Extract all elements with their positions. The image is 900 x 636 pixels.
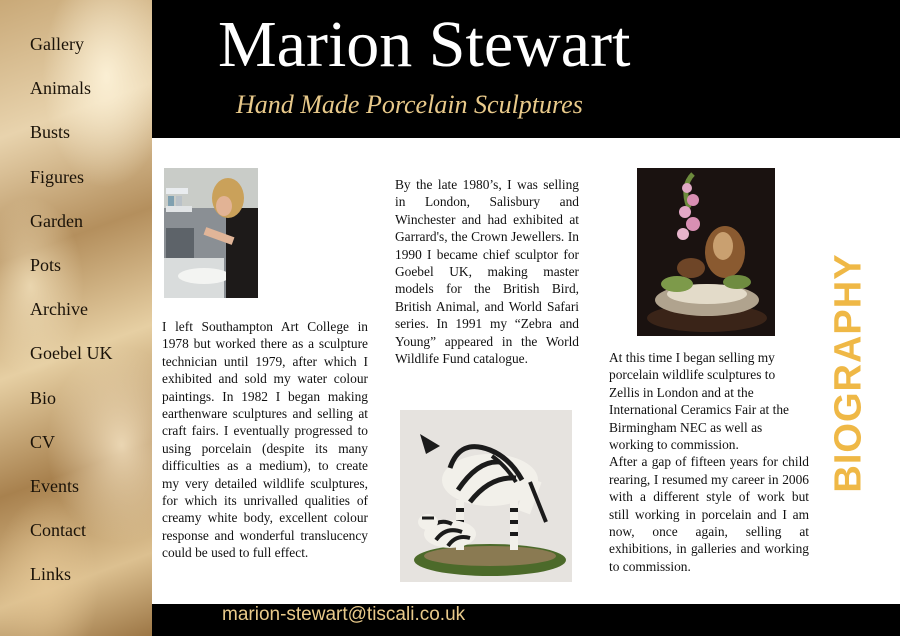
nav-item-pots[interactable]: Pots — [30, 255, 62, 275]
nav-item-busts[interactable]: Busts — [30, 122, 71, 142]
nav-item-cv[interactable]: CV — [30, 432, 56, 452]
nav-item-garden[interactable]: Garden — [30, 211, 83, 231]
artist-photo — [164, 168, 258, 298]
bio-paragraph-3b: After a gap of fifteen years for child rearing, I resumed my career in 2006 with a different style of work but still working in porcelain and I am now, once again, selling at exhibitions, in galleries and working to commission. — [609, 454, 809, 574]
nav-item-links[interactable]: Links — [30, 564, 72, 584]
nav-item-archive[interactable]: Archive — [30, 299, 88, 319]
bio-column-2 — [395, 176, 579, 367]
bio-paragraph-1: I left Southampton Art College in 1978 but worked there as a sculpture technician until 1979, after which I exhibited and sold my water colour paintings. In 1982 I began making earthenware sculptures and selling at craft fairs. I eventually progressed to using porcelain (despite its many difficulties as a medium), to create my very detailed wildlife sculptures, for which its unrivalled qualities of creamy white body, excellent colour response and wonderful translucency could be used to full effect. — [162, 319, 368, 561]
bio-paragraph-2: By the late 1980’s, I was selling in London, Salisbury and Winchester and had exhibited at Garrard's, the Crown Jewellers. In 1990 I became chief sculptor for Goebel UK, making master models for the British Bird, British Animal, and World Safari series. In 1991 my “Zebra and Young” appeared in the World Wildlife Fund catalogue. — [395, 177, 579, 367]
nav-item-animals[interactable]: Animals — [30, 78, 91, 98]
nav-item-bio[interactable]: Bio — [30, 388, 57, 408]
biography-section-label — [827, 253, 870, 493]
bio-paragraph-3a: At this time I began selling my porcelain wildlife sculptures to Zellis in London and at the International Ceramics Fair at the Birmingham NEC as well as working to commission. — [609, 350, 789, 453]
bio-column-1 — [162, 318, 368, 562]
site-title: Marion Stewart — [218, 8, 631, 81]
zebra-sculpture-photo — [400, 410, 572, 582]
nav-item-gallery[interactable]: Gallery — [30, 34, 84, 54]
sidebar-nav — [0, 0, 152, 636]
biography-label-text: BIOGRAPHY — [827, 253, 870, 493]
site-subtitle: Hand Made Porcelain Sculptures — [236, 90, 583, 119]
contact-email-link[interactable]: marion-stewart@tiscali.co.uk — [222, 604, 466, 625]
wildlife-sculpture-photo — [637, 168, 775, 336]
bio-column-3 — [609, 349, 809, 575]
nav-item-goebel-uk[interactable]: Goebel UK — [30, 343, 113, 363]
nav-item-events[interactable]: Events — [30, 476, 79, 496]
nav-item-contact[interactable]: Contact — [30, 520, 86, 540]
nav-item-figures[interactable]: Figures — [30, 167, 84, 187]
